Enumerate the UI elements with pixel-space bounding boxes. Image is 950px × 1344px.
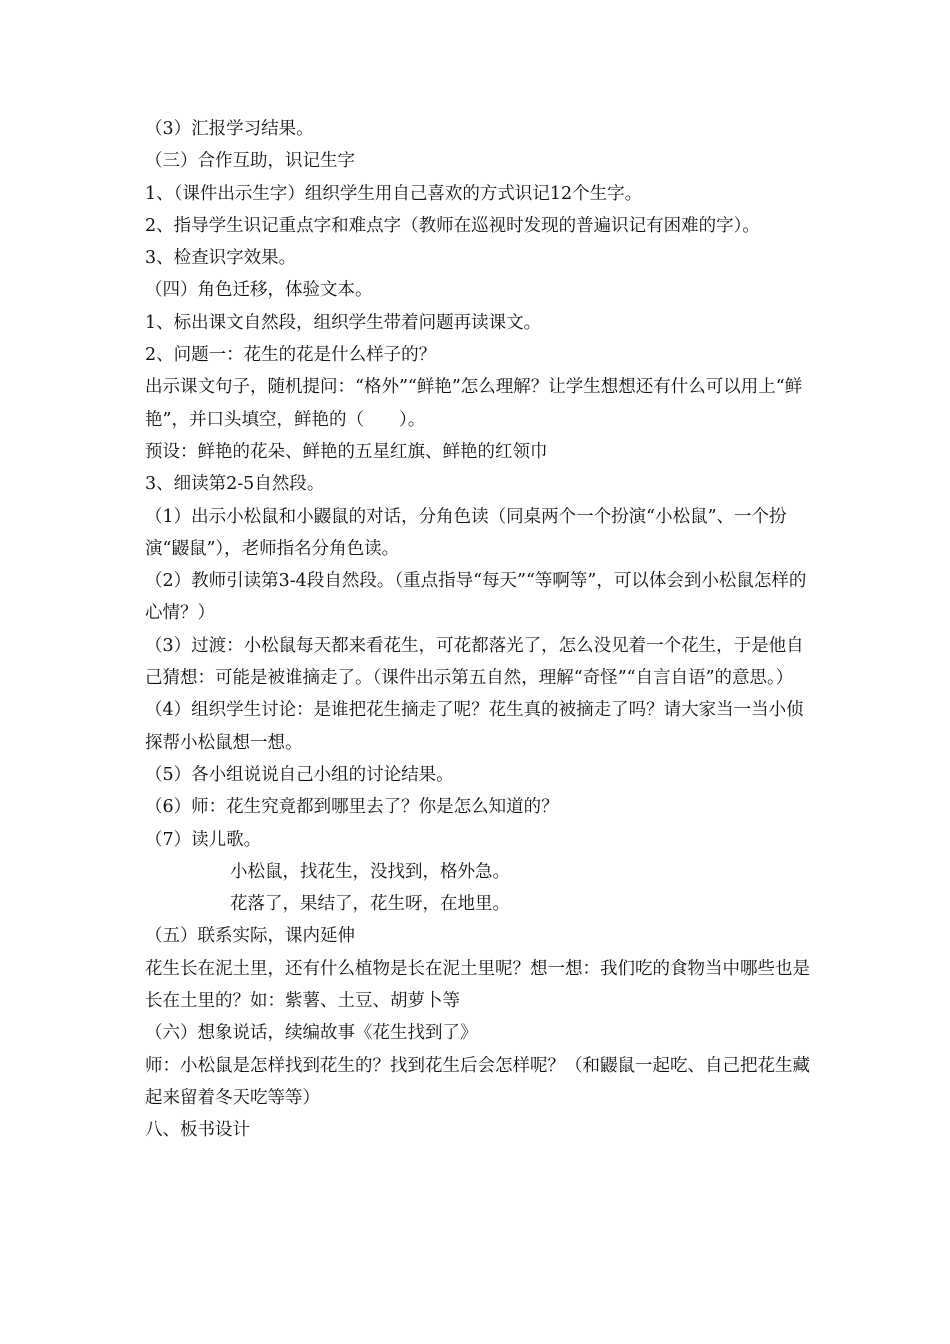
paragraph-sentence-question: 出示课文句子，随机提问：“格外”“鲜艳”怎么理解？让学生想想还有什么可以用上“鲜艳”，并口头填空，鲜艳的（ ）。 [145, 377, 803, 430]
paragraph-role-1: 1、标出课文自然段，组织学生带着问题再读课文。 [145, 312, 542, 333]
paragraph-story: 师：小松鼠是怎样找到花生的？找到花生后会怎样呢？（和鼹鼠一起吃、自己把花生藏起来留着冬天吃等等） [145, 1055, 810, 1108]
section-heading-board: 八、板书设计 [145, 1120, 250, 1141]
paragraph-sub-3: （3）过渡：小松鼠每天都来看花生，可花都落光了，怎么没见着一个花生，于是他自己猜想：可能是被谁摘走了。（课件出示第五自然，理解“奇怪”“自言自语”的意思。） [145, 635, 804, 689]
section-heading-extension: （五）联系实际，课内延伸 [145, 926, 355, 947]
paragraph-sub-1: （1）出示小松鼠和小鼹鼠的对话，分角色读（同桌两个一个扮演“小松鼠”、一个扮演“鼹鼠”），老师指名分角色读。 [145, 506, 787, 559]
paragraph-sub-6: （6）师：花生究竟都到哪里去了？你是怎么知道的？ [145, 797, 559, 818]
paragraph-preset: 预设：鲜艳的花朵、鲜艳的五星红旗、鲜艳的红领巾 [145, 441, 548, 462]
section-heading-role: （四）角色迁移，体验文本。 [145, 280, 373, 301]
section-heading-cooperation: （三）合作互助，识记生字 [145, 151, 355, 172]
paragraph-role-3: 3、细读第2-5自然段。 [145, 474, 325, 495]
paragraph-role-2: 2、问题一：花生的花是什么样子的？ [145, 345, 437, 366]
paragraph-sub-5: （5）各小组说说自己小组的讨论结果。 [145, 764, 454, 785]
paragraph-step-2: 2、指导学生识记重点字和难点字（教师在巡视时发现的普遍识记有困难的字）。 [145, 215, 760, 236]
document-body [145, 113, 810, 1147]
paragraph-sub-2: （2）教师引读第3-4段自然段。（重点指导“每天”“等啊等”，可以体会到小松鼠怎样的心情？） [145, 571, 807, 624]
paragraph-sub-7: （7）读儿歌。 [145, 829, 262, 850]
section-heading-story: （六）想象说话，续编故事《花生找到了》 [145, 1023, 478, 1044]
rhyme-line-1: 小松鼠，找花生，没找到，格外急。 [230, 861, 510, 882]
paragraph-step-1: 1、（课件出示生字）组织学生用自己喜欢的方式识记12个生字。 [145, 183, 643, 204]
paragraph-sub-4: （4）组织学生讨论：是谁把花生摘走了呢？花生真的被摘走了吗？请大家当一当小侦探帮小松鼠想一想。 [145, 700, 804, 753]
rhyme-line-2: 花落了，果结了，花生呀，在地里。 [230, 894, 510, 915]
paragraph-report-results: （3）汇报学习结果。 [145, 119, 314, 139]
paragraph-step-3: 3、检查识字效果。 [145, 248, 297, 269]
paragraph-extension: 花生长在泥土里，还有什么植物是长在泥土里呢？想一想：我们吃的食物当中哪些也是长在土里的？如：紫薯、土豆、胡萝卜等 [145, 958, 810, 1012]
